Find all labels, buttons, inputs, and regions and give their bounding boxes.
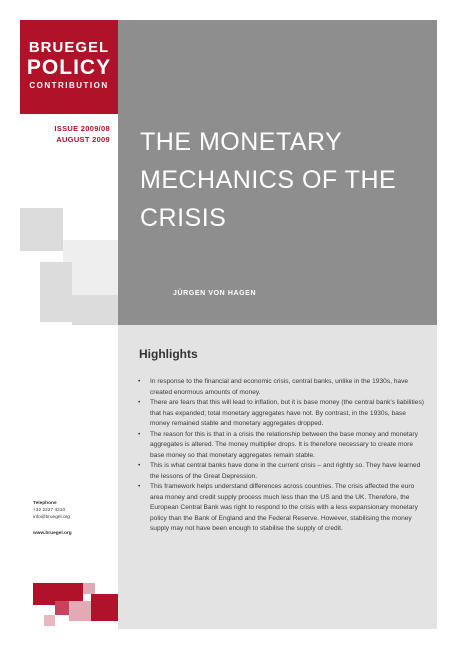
decorative-red-square	[83, 583, 95, 594]
issue-date: AUGUST 2009	[56, 135, 110, 144]
decorative-red-square	[55, 601, 69, 615]
bruegel-logo	[20, 20, 118, 114]
highlight-item: • There are fears that this will lead to inflation, but it is base money (the central bank's liabilities) that has expanded; total monetary aggregates have not. By contrast, in the 1930s, base money remained stable and monetary aggregates dropped.	[138, 398, 426, 430]
decorative-grey-square	[72, 295, 118, 325]
document-title	[140, 123, 430, 237]
issue-info	[20, 123, 110, 145]
contact-info	[33, 500, 118, 537]
title-line: MECHANICS OF THE	[140, 166, 397, 194]
highlight-item: • This framework helps understand differences across countries. The crisis affected the euro area money and credit supply process much less than the US and the UK. Therefore, the European Central Bank was right to respond to the crisis with a less expansionary monetary policy than the Bank of England and the Federal Reserve. However, stabilising the money supply may not have been enough to stabilise the supply of credit.	[138, 482, 426, 535]
phone-number: +32 2227 4210	[33, 508, 66, 514]
issue-number: ISSUE 2009/08	[54, 124, 110, 133]
email-address[interactable]: info@bruegel.org	[33, 515, 70, 521]
highlights-panel	[118, 325, 437, 629]
title-line: CRISIS	[140, 204, 227, 232]
title-line: THE MONETARY	[140, 128, 343, 156]
logo-line-contribution: CONTRIBUTION	[29, 81, 109, 90]
highlights-list	[138, 377, 426, 535]
highlight-item: • This is what central banks have done in the current crisis – and rightly so. They have learned the lessons of the Great Depression.	[138, 461, 426, 482]
decorative-red-square	[44, 615, 55, 626]
highlights-heading: Highlights	[139, 347, 198, 361]
author-name: JÜRGEN VON HAGEN	[173, 290, 257, 297]
logo-line-policy: POLICY	[26, 56, 112, 79]
decorative-red-square	[69, 601, 91, 621]
decorative-grey-square	[20, 208, 63, 251]
logo-line-bruegel: BRUEGEL	[28, 39, 110, 56]
highlight-item: • In response to the financial and economic crisis, central banks, unlike in the 1930s, have created enormous amounts of money.	[138, 377, 426, 398]
decorative-red-square	[91, 594, 118, 621]
title-panel	[118, 20, 437, 325]
decorative-red-square	[33, 583, 55, 605]
decorative-grey-square	[40, 262, 72, 322]
phone-label: Telephone	[33, 501, 57, 506]
decorative-red-square	[55, 583, 83, 601]
website-link[interactable]: www.bruegel.org	[33, 530, 72, 536]
highlight-item: • The reason for this is that in a crisis the relationship between the base money and monetary aggregates is altered. The money multiplier drops. It is therefore necessary to create more base money so that monetary aggregates remain stable.	[138, 430, 426, 462]
decorative-red-square	[33, 605, 44, 616]
